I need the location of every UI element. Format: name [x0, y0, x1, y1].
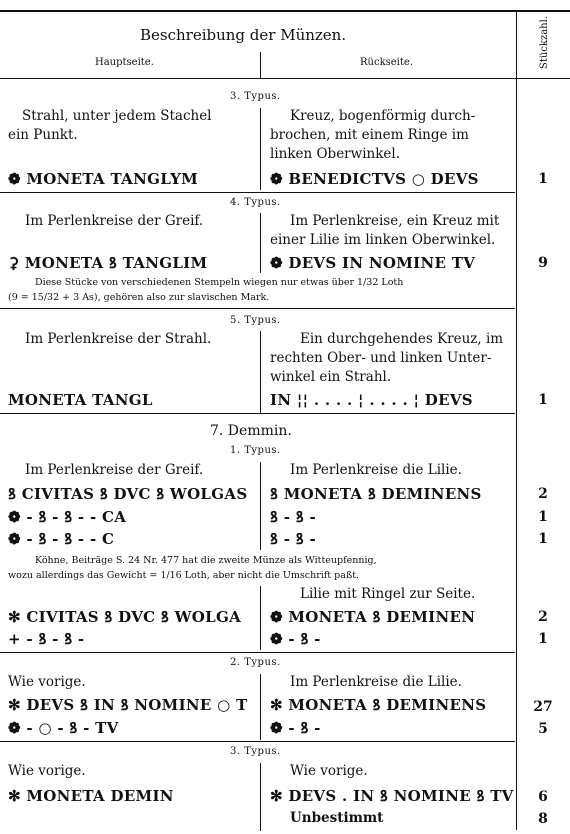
s3-rule	[0, 192, 515, 193]
d2-row2-left: ❁ - ○ - ꝸ - TV	[8, 719, 119, 737]
d1b-row1-right: ❁ MONETA ꝸ DEMINEN	[270, 608, 476, 626]
s5-right-1: Ein durchgehendes Kreuz, im	[300, 331, 504, 347]
d1-row1-count: 2	[538, 486, 548, 502]
d1-row2-right: ꝸ - ꝸ -	[270, 508, 316, 526]
d1-row1-right: ꝸ MONETA ꝸ DEMINENS	[270, 485, 482, 503]
demmin-title: 7. Demmin.	[210, 423, 292, 439]
header-left: Hauptseite.	[95, 57, 154, 68]
s3-right-2: brochen, mit einem Ringe im	[270, 127, 469, 143]
s3-left-1: Strahl, unter jedem Stachel	[22, 108, 212, 124]
d1-row3-right: ꝸ - ꝸ -	[270, 530, 316, 548]
d3-legend-right: ✻ DEVS . IN ꝸ NOMINE ꝸ TV	[270, 787, 514, 805]
s3-legend-left: ❁ MONETA TANGLYM	[8, 170, 199, 188]
d2-row1-left: ✻ DEVS ꝸ IN ꝸ NOMINE ○ T	[8, 696, 248, 714]
s4-legend-right: ❁ DEVS IN NOMINE TV	[270, 254, 476, 272]
s3-col-rule	[260, 108, 261, 190]
d2-row1-count: 27	[533, 699, 553, 715]
d1-col-rule	[260, 462, 261, 550]
s3-legend-right: ❁ BENEDICTVS ○ DEVS	[270, 170, 479, 188]
header-title: Beschreibung der Münzen.	[140, 26, 347, 44]
header-right: Rückseite.	[360, 57, 413, 68]
s5-left-1: Im Perlenkreise der Strahl.	[25, 331, 212, 347]
d3-unbestimmt-count: 8	[538, 811, 548, 827]
d3-typus: 3. Typus.	[230, 746, 281, 757]
s4-right-2: einer Lilie im linken Oberwinkel.	[270, 232, 496, 248]
d1b-row2-right: ❁ - ꝸ -	[270, 630, 321, 648]
d1-note-1: Köhne, Beiträge S. 24 Nr. 477 hat die zweite Münze als Witteupfennig,	[35, 555, 377, 566]
count-column-rule	[516, 10, 517, 830]
s4-note-1: Diese Stücke von verschiedenen Stempeln wiegen nur etwas über 1/32 Loth	[35, 277, 404, 288]
d2-row2-right: ❁ - ꝸ -	[270, 719, 321, 737]
d3-col-rule	[260, 763, 261, 831]
d1-rule	[0, 652, 515, 653]
d1-right-1: Im Perlenkreise die Lilie.	[290, 462, 462, 478]
s4-col-rule	[260, 213, 261, 273]
s3-right-1: Kreuz, bogenförmig durch-	[290, 108, 476, 124]
s4-rule	[0, 308, 515, 309]
d2-rule	[0, 741, 515, 742]
s5-typus: 5. Typus.	[230, 315, 281, 326]
d1-row3-count: 1	[538, 531, 548, 547]
d3-count: 6	[538, 789, 548, 805]
d2-typus: 2. Typus.	[230, 657, 281, 668]
d3-legend-left: ✻ MONETA DEMIN	[8, 787, 174, 805]
d2-left-1: Wie vorige.	[8, 674, 86, 690]
s3-right-3: linken Oberwinkel.	[270, 146, 400, 162]
d3-right-1: Wie vorige.	[290, 763, 368, 779]
s4-note-2: (9 = 15/32 + 3 As), gehören also zur slavischen Mark.	[8, 292, 270, 303]
d1-row2-count: 1	[538, 509, 548, 525]
d2-row2-count: 5	[538, 721, 548, 737]
s5-count: 1	[538, 392, 548, 408]
header-count: Stückzahl.	[539, 15, 551, 69]
d1-left-1: Im Perlenkreise der Greif.	[25, 462, 204, 478]
d2-row1-right: ✻ MONETA ꝸ DEMINENS	[270, 696, 487, 714]
s5-legend-right: IN ¦¦ . . . . ¦ . . . . ¦ DEVS	[270, 391, 473, 409]
s5-col-rule	[260, 331, 261, 413]
d1-typus: 1. Typus.	[230, 445, 281, 456]
s4-typus: 4. Typus.	[230, 197, 281, 208]
s4-count: 9	[538, 255, 548, 271]
d1-note-2: wozu allerdings das Gewicht = 1/16 Loth, aber nicht die Umschrift paßt.	[8, 570, 360, 581]
d1-right-2: Lilie mit Ringel zur Seite.	[300, 586, 476, 602]
header-rule	[0, 78, 570, 79]
top-rule	[0, 10, 570, 12]
s3-count: 1	[538, 171, 548, 187]
s3-left-2: ein Punkt.	[8, 127, 78, 143]
d1b-row1-left: ✻ CIVITAS ꝸ DVC ꝸ WOLGA	[8, 608, 242, 626]
d1-row1-left: ꝸ CIVITAS ꝸ DVC ꝸ WOLGAS	[8, 485, 248, 503]
d3-unbestimmt: Unbestimmt	[290, 810, 384, 826]
d1b-row1-count: 2	[538, 609, 548, 625]
d1-row2-left: ❁ - ꝸ - ꝸ - - CA	[8, 508, 127, 526]
s5-right-3: winkel ein Strahl.	[270, 369, 392, 385]
d1b-col-rule	[260, 586, 261, 650]
d2-right-1: Im Perlenkreise die Lilie.	[290, 674, 462, 690]
s5-right-2: rechten Ober- und linken Unter-	[270, 350, 492, 366]
d1-row3-left: ❁ - ꝸ - ꝸ - - C	[8, 530, 115, 548]
d2-col-rule	[260, 674, 261, 740]
s4-left-1: Im Perlenkreise der Greif.	[25, 213, 204, 229]
header-col-rule	[260, 52, 261, 78]
s5-rule	[0, 413, 515, 414]
s4-legend-left: ⚳ MONETA ꝸ TANGLIM	[8, 254, 208, 272]
d1b-row2-count: 1	[538, 631, 548, 647]
d3-left-1: Wie vorige.	[8, 763, 86, 779]
s4-right-1: Im Perlenkreise, ein Kreuz mit	[290, 213, 500, 229]
s3-typus: 3. Typus.	[230, 91, 281, 102]
d1b-row2-left: + - ꝸ - ꝸ -	[8, 630, 85, 648]
s5-legend-left: MONETA TANGL	[8, 391, 153, 409]
